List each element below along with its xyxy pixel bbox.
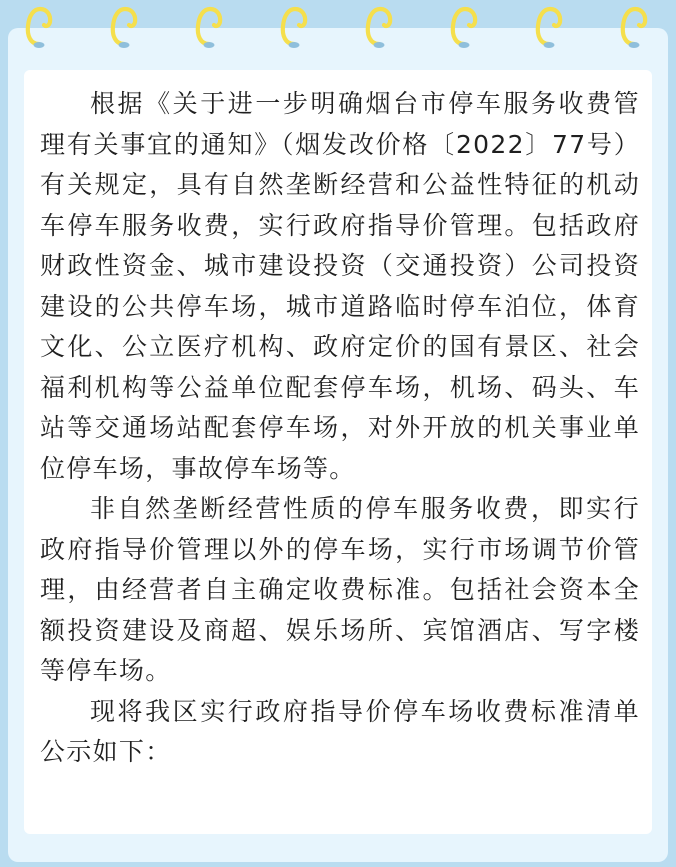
- binder-ring-icon: [532, 4, 566, 50]
- notice-body: [40, 84, 640, 773]
- binder-ring-icon: [617, 4, 651, 50]
- paragraph-regulation: 根据《关于进一步明确烟台市停车服务收费管理有关事宜的通知》（烟发改价格〔2022〕77号）有关规定，具有自然垄断经营和公益性特征的机动车停车服务收费，实行政府指导价管理。包括政府财政性资金、城市建设投资（交通投资）公司投资建设的公共停车场，城市道路临时停车泊位，体育文化、公立医疗机构、政府定价的国有景区、社会福利机构等公益单位配套停车场，机场、码头、车站等交通场站配套停车场，对外开放的机关事业单位停车场，事故停车场等。: [40, 89, 640, 483]
- binder-ring-icon: [22, 4, 56, 50]
- paragraph-market-price: 非自然垄断经营性质的停车服务收费，即实行政府指导价管理以外的停车场，实行市场调节价管理，由经营者自主确定收费标准。包括社会资本全额投资建设及商超、娱乐场所、宾馆酒店、写字楼等停车场。: [40, 494, 640, 685]
- binder-ring-icon: [192, 4, 226, 50]
- binder-ring-icon: [447, 4, 481, 50]
- binder-ring-icon: [107, 4, 141, 50]
- paragraph-announcement: 现将我区实行政府指导价停车场收费标准清单公示如下：: [40, 696, 640, 766]
- binder-ring-icon: [277, 4, 311, 50]
- binder-ring-icon: [362, 4, 396, 50]
